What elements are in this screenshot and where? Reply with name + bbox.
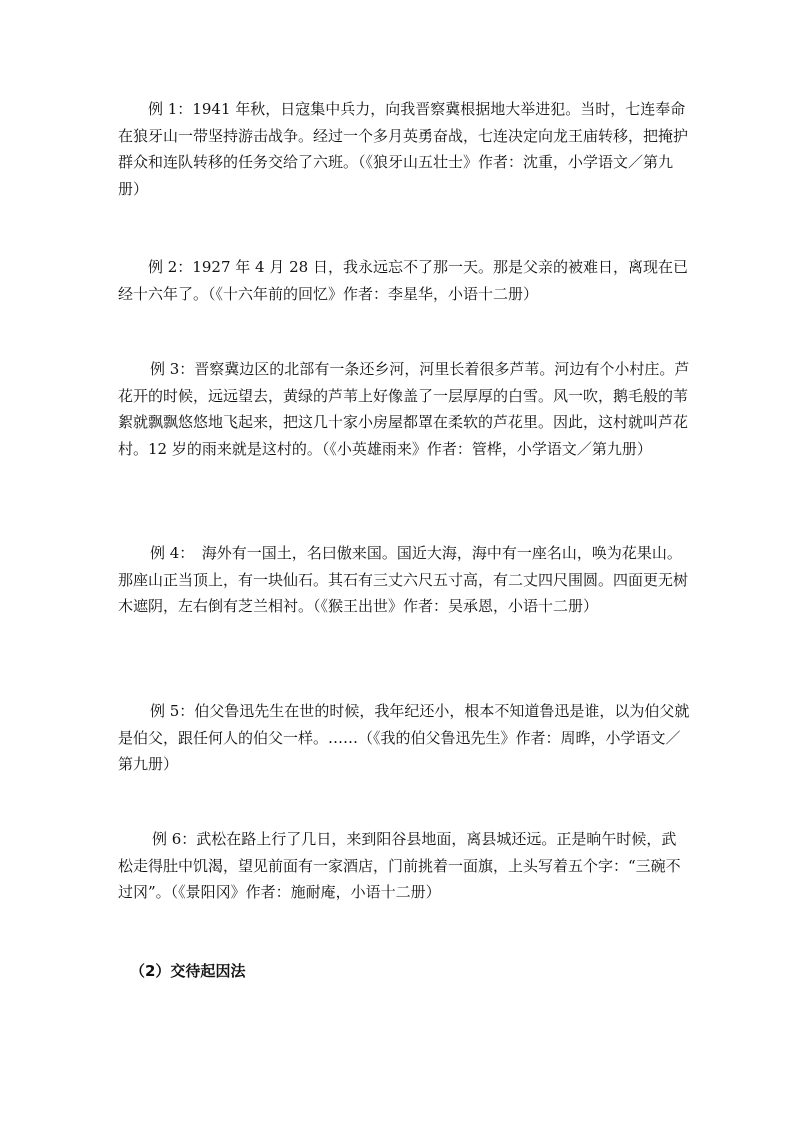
example-6-paragraph: 例 6：武松在路上行了几日，来到阳谷县地面，离县城还远。正是晌午时候，武松走得肚中饥渴，望见前面有一家酒店，门前挑着一面旗，上头写着五个字：“三碗不过冈”。（《景阳冈》作者：施耐庵，小语十二册）	[118, 830, 681, 901]
example-1-paragraph: 例 1：1941 年秋，日寇集中兵力，向我晋察冀根据地大举进犯。当时，七连奉命在狼牙山一带坚持游击战争。经过一个多月英勇奋战，七连决定向龙王庙转移，把掩护群众和连队转移的任务交给了六班。（《狼牙山五壮士》作者：沈重，小学语文／第九册）	[118, 100, 689, 198]
example-3-paragraph: 例 3：晋察冀边区的北部有一条还乡河，河里长着很多芦苇。河边有个小村庄。芦花开的时候，远远望去，黄绿的芦苇上好像盖了一层厚厚的白雪。风一吹，鹅毛般的苇絮就飘飘悠悠地飞起来，把这几十家小房屋都罩在柔软的芦花里。因此，这村就叫芦花村。12 岁的雨来就是这村的。（《小英雄雨来》作者：管桦，小学语文／第九册）	[118, 360, 690, 458]
section-heading: （2）交待起因法	[130, 962, 246, 980]
example-4-paragraph: 例 4： 海外有一国土，名曰傲来国。国近大海，海中有一座名山，唤为花果山。那座山正当顶上，有一块仙石。其石有三丈六尺五寸高，有二丈四尺围圆。四面更无树木遮阴，左右倒有芝兰相衬。（《猴王出世》作者：吴承恩，小语十二册）	[118, 544, 689, 615]
example-2-paragraph: 例 2：1927 年 4 月 28 日，我永远忘不了那一天。那是父亲的被难日，离现在已经十六年了。（《十六年前的回忆》作者：李星华，小语十二册）	[118, 258, 688, 303]
example-5-paragraph: 例 5：伯父鲁迅先生在世的时候，我年纪还小，根本不知道鲁迅是谁，以为伯父就是伯父，跟任何人的伯父一样。……（《我的伯父鲁迅先生》作者：周晔，小学语文／第九册）	[118, 702, 690, 773]
